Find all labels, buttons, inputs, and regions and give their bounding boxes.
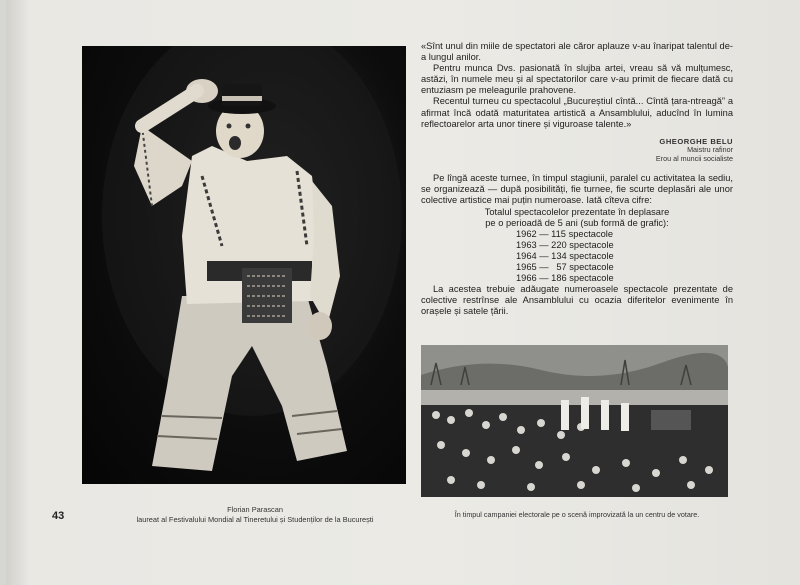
totals-line-1: Totalul spectacolelor prezentate în deplasare	[484, 206, 670, 217]
quote-paragraph-3: Recentul turneu cu spectacolul „Bucureștiul cîntă... Cîntă țara-ntreagă” a afirmat încă odată maturitatea artistică a Ansamblului, aducînd în lumina reflectoarelor arta unor tinere și viguroase talente.»	[421, 96, 733, 129]
dancer-illustration	[82, 46, 406, 484]
signature-role-1: Maistru rafinor	[687, 145, 733, 155]
quote-paragraph-2: Pentru munca Dvs. pasionată în slujba artei, vreau să vă mulțumesc, astăzi, în numele meu și al spectatorilor care v-au primit de fiecare dată cu entuziasm pe meleagurile prahovene.	[421, 63, 733, 96]
stat-line: 1963 — 220 spectacole	[516, 239, 614, 250]
signature-block	[421, 138, 733, 164]
caption-name: Florian Parascan	[227, 505, 283, 514]
stat-line: 1966 — 186 spectacole	[516, 273, 614, 284]
crowd-illustration	[421, 345, 728, 497]
page-number: 43	[52, 510, 65, 522]
intro-paragraph: Pe lîngă aceste turnee, în timpul stagiunii, paralel cu activitatea la sediu, se organizează — după posibilități, fie turnee, fie scurte deplasări ale unor colective artistice mai puțin numeroase. Iată cîteva cifre:	[421, 173, 733, 206]
stat-line: 1962 — 115 spectacole	[516, 228, 614, 239]
signature-name: GHEORGHE BELU	[659, 136, 733, 146]
article-text	[421, 41, 733, 317]
dancer-caption	[90, 505, 420, 524]
closing-paragraph: La acestea trebuie adăugate numeroasele spectacole prezentate de colective restrînse ale Ansamblului cu ocazia diferitelor evenimente în orașele și satele țării.	[421, 284, 733, 317]
page-gutter-shadow	[6, 0, 30, 585]
dancer-photo	[82, 46, 406, 484]
stat-line: 1964 — 134 spectacole	[516, 250, 614, 261]
quote-paragraph-1: «Sînt unul din miile de spectatori ale căror aplauze v-au înaripat talentul de-a lungul anilor.	[421, 41, 733, 63]
stat-line: 1965 — 57 spectacole	[516, 262, 614, 272]
signature-role-2: Erou al muncii socialiste	[655, 153, 733, 163]
caption-title: laureat al Festivalului Mondial al Tineretului și Studenților de la București	[136, 514, 374, 524]
totals-line-2: pe o perioadă de 5 ani (sub formă de grafic):	[485, 217, 669, 228]
crowd-caption: În timpul campaniei electorale pe o scenă improvizată la un centru de votare.	[454, 510, 700, 519]
crowd-photo	[421, 345, 728, 497]
